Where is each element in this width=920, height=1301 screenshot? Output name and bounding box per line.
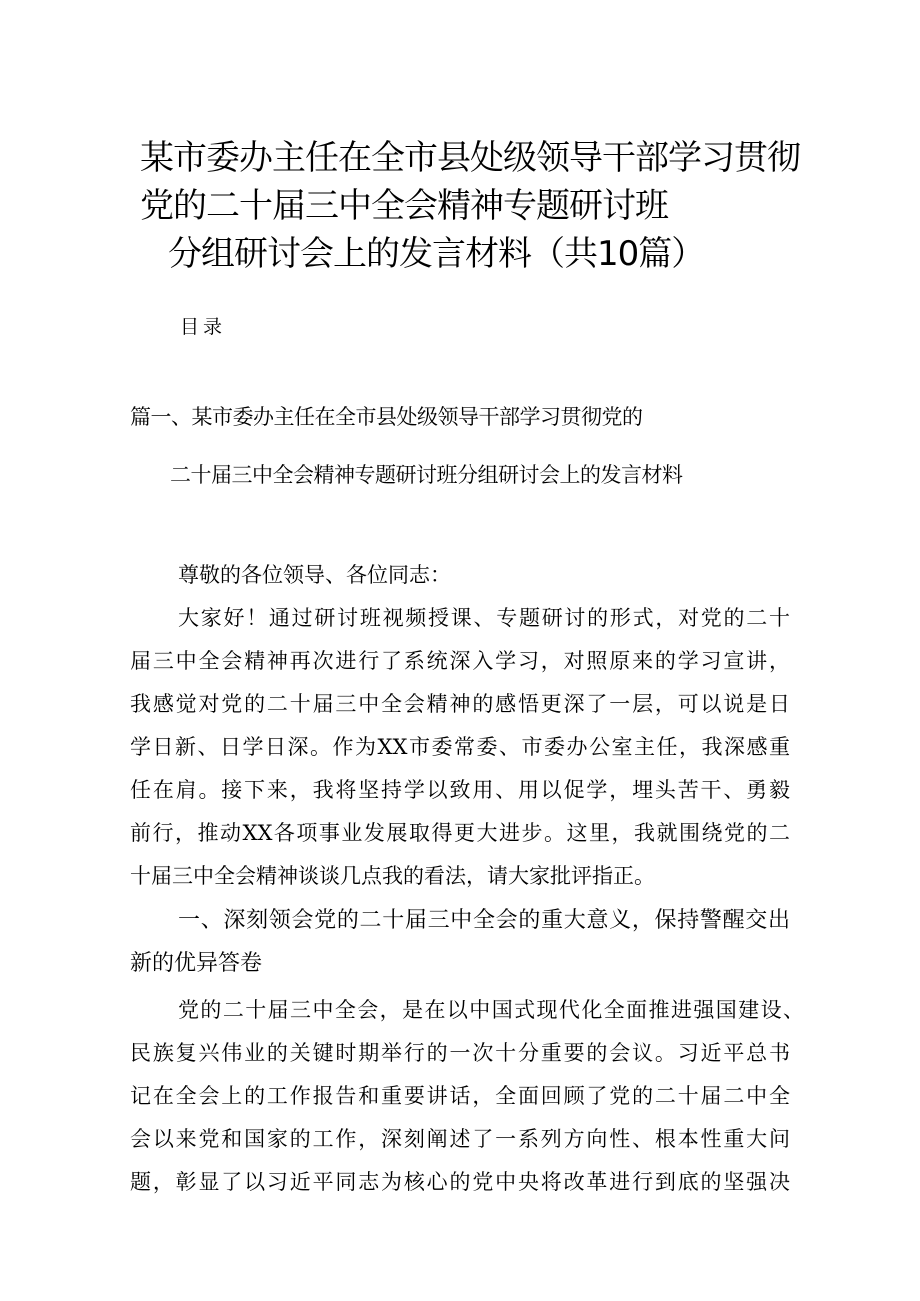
document-title-line-3: 分组研讨会上的发言材料（共10篇） xyxy=(168,234,705,274)
section-heading-line: 新的优异答卷 xyxy=(130,951,263,976)
paragraph-1-line: 届三中全会精神再次进行了系统深入学习，对照原来的学习宣讲， xyxy=(130,649,790,673)
paragraph-2-line: 会以来党和国家的工作，深刻阐述了一系列方向性、根本性重大问 xyxy=(130,1127,790,1151)
paragraph-1-line: 我感觉对党的二十届三中全会精神的感悟更深了一层，可以说是日 xyxy=(130,692,790,716)
document-title-line-1: 某市委办主任在全市县处级领导干部学习贯彻 xyxy=(140,138,800,178)
document-title-line-2: 党的二十届三中全会精神专题研讨班 xyxy=(140,186,668,226)
toc-label: 目录 xyxy=(180,316,227,338)
paragraph-2-line: 记在全会上的工作报告和重要讲话，全面回顾了党的二十届二中全 xyxy=(130,1084,790,1108)
chapter-title-line-1: 篇一、某市委办主任在全市县处级领导干部学习贯彻党的 xyxy=(130,405,643,429)
salutation: 尊敬的各位领导、各位同志： xyxy=(178,563,451,587)
paragraph-2-line: 题，彰显了以习近平同志为核心的党中央将改革进行到底的坚强决 xyxy=(130,1170,790,1194)
paragraph-1-line: 十届三中全会精神谈谈几点我的看法，请大家批评指正。 xyxy=(130,864,655,888)
section-heading-line: 一、深刻领会党的二十届三中全会的重大意义，保持警醒交出 xyxy=(178,908,790,933)
paragraph-2-line: 民族复兴伟业的关键时期举行的一次十分重要的会议。习近平总书 xyxy=(130,1041,790,1065)
paragraph-1-line: 前行，推动XX各项事业发展取得更大进步。这里，我就围绕党的二 xyxy=(130,821,790,845)
paragraph-1-line: 学日新、日学日深。作为XX市委常委、市委办公室主任，我深感重 xyxy=(130,735,790,759)
paragraph-1-line: 大家好！通过研讨班视频授课、专题研讨的形式，对党的二十 xyxy=(178,606,790,630)
paragraph-2-line: 党的二十届三中全会，是在以中国式现代化全面推进强国建设、 xyxy=(178,998,804,1022)
chapter-title-line-2: 二十届三中全会精神专题研讨班分组研讨会上的发言材料 xyxy=(170,463,683,487)
paragraph-1-line: 任在肩。接下来，我将坚持学以致用、用以促学，埋头苦干、勇毅 xyxy=(130,778,790,802)
